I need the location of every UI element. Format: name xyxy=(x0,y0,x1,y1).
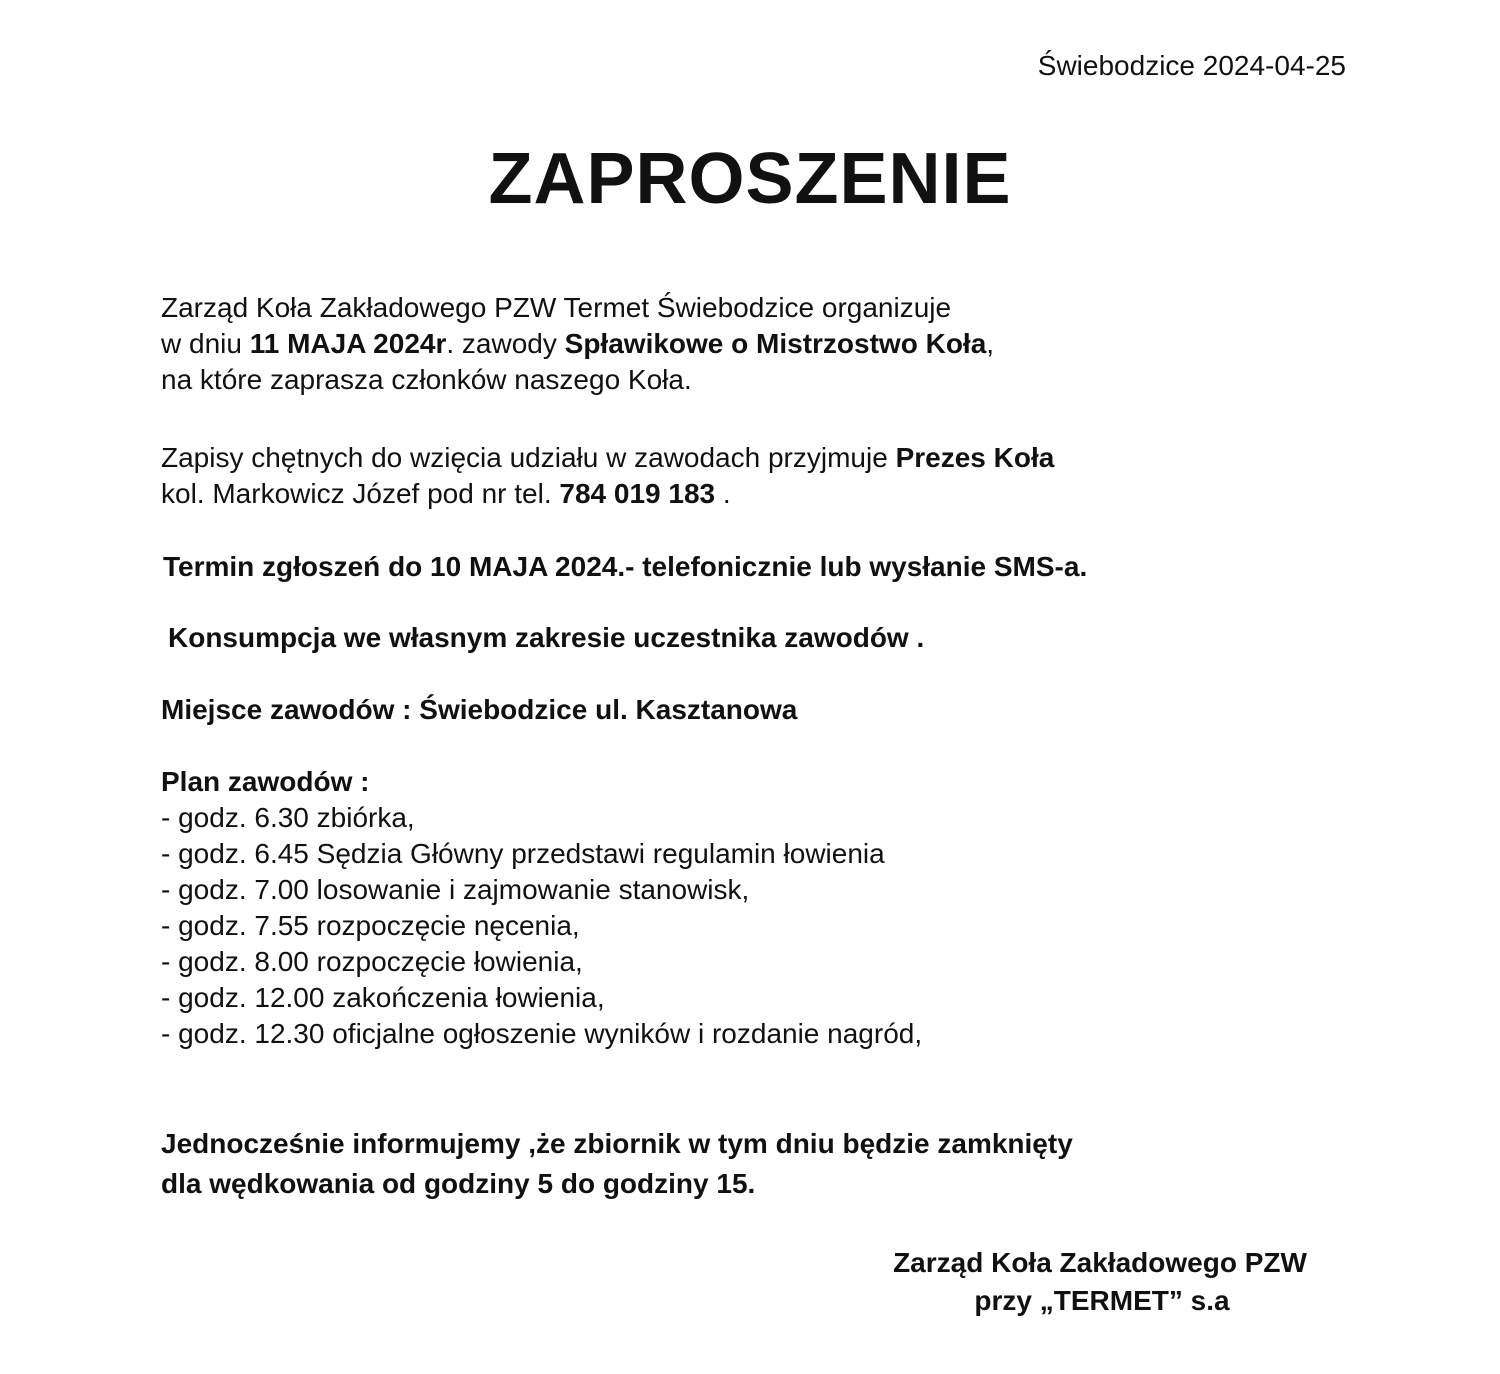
intro-line-2-suffix: , xyxy=(986,328,995,359)
signature-line-1: Zarząd Koła Zakładowego PZW xyxy=(893,1247,1307,1278)
intro-line-2-mid: . zawody xyxy=(446,328,565,359)
phone-number: 784 019 183 xyxy=(559,478,716,509)
event-name: Spławikowe o Mistrzostwo Koła xyxy=(564,328,987,359)
signature-line-2: przy „TERMET” s.a xyxy=(974,1285,1230,1316)
plan-item: - godz. 12.30 oficjalne ogłoszenie wyników i rozdanie nagród, xyxy=(161,1018,923,1049)
closure-notice-line-2: dla wędkowania od godziny 5 do godziny 15. xyxy=(161,1168,756,1199)
president-label: Prezes Koła xyxy=(895,442,1055,473)
registration-paragraph xyxy=(161,440,1054,512)
intro-line-3: na które zaprasza członków naszego Koła. xyxy=(161,364,692,395)
registration-line-1-text: Zapisy chętnych do wzięcia udziału w zawodach przyjmuje xyxy=(161,442,896,473)
deadline-line: Termin zgłoszeń do 10 MAJA 2024.- telefonicznie lub wysłanie SMS-a. xyxy=(163,551,1088,582)
intro-line-2 xyxy=(161,326,994,362)
plan-item: - godz. 7.55 rozpoczęcie nęcenia, xyxy=(161,910,580,941)
intro-line-2-prefix: w dniu xyxy=(161,328,250,359)
registration-line-2 xyxy=(161,476,1054,512)
signature-block xyxy=(860,1244,1340,1320)
plan-item: - godz. 6.45 Sędzia Główny przedstawi regulamin łowienia xyxy=(161,838,885,869)
plan-item: - godz. 6.30 zbiórka, xyxy=(161,802,415,833)
registration-line-2-text: kol. Markowicz Józef pod nr tel. xyxy=(161,478,560,509)
intro-line-1: Zarząd Koła Zakładowego PZW Termet Świebodzice organizuje xyxy=(161,292,952,323)
document-title: ZAPROSZENIE xyxy=(488,139,1012,219)
intro-paragraph xyxy=(161,290,994,398)
closure-notice xyxy=(161,1124,1073,1204)
location-line: Miejsce zawodów : Świebodzice ul. Kasztanowa xyxy=(161,694,798,725)
registration-line-2-suffix: . xyxy=(715,478,731,509)
consumption-line: Konsumpcja we własnym zakresie uczestnika zawodów . xyxy=(168,622,925,653)
plan-heading: Plan zawodów : xyxy=(161,766,370,797)
document-date: Świebodzice 2024-04-25 xyxy=(1037,50,1346,81)
closure-notice-line-1: Jednocześnie informujemy ,że zbiornik w tym dniu będzie zamknięty xyxy=(161,1128,1073,1159)
event-date: 11 MAJA 2024r xyxy=(249,328,447,359)
registration-line-1 xyxy=(161,440,1054,476)
plan-item: - godz. 7.00 losowanie i zajmowanie stanowisk, xyxy=(161,874,750,905)
plan-item: - godz. 12.00 zakończenia łowienia, xyxy=(161,982,605,1013)
plan-item: - godz. 8.00 rozpoczęcie łowienia, xyxy=(161,946,583,977)
plan-section xyxy=(161,764,922,1052)
